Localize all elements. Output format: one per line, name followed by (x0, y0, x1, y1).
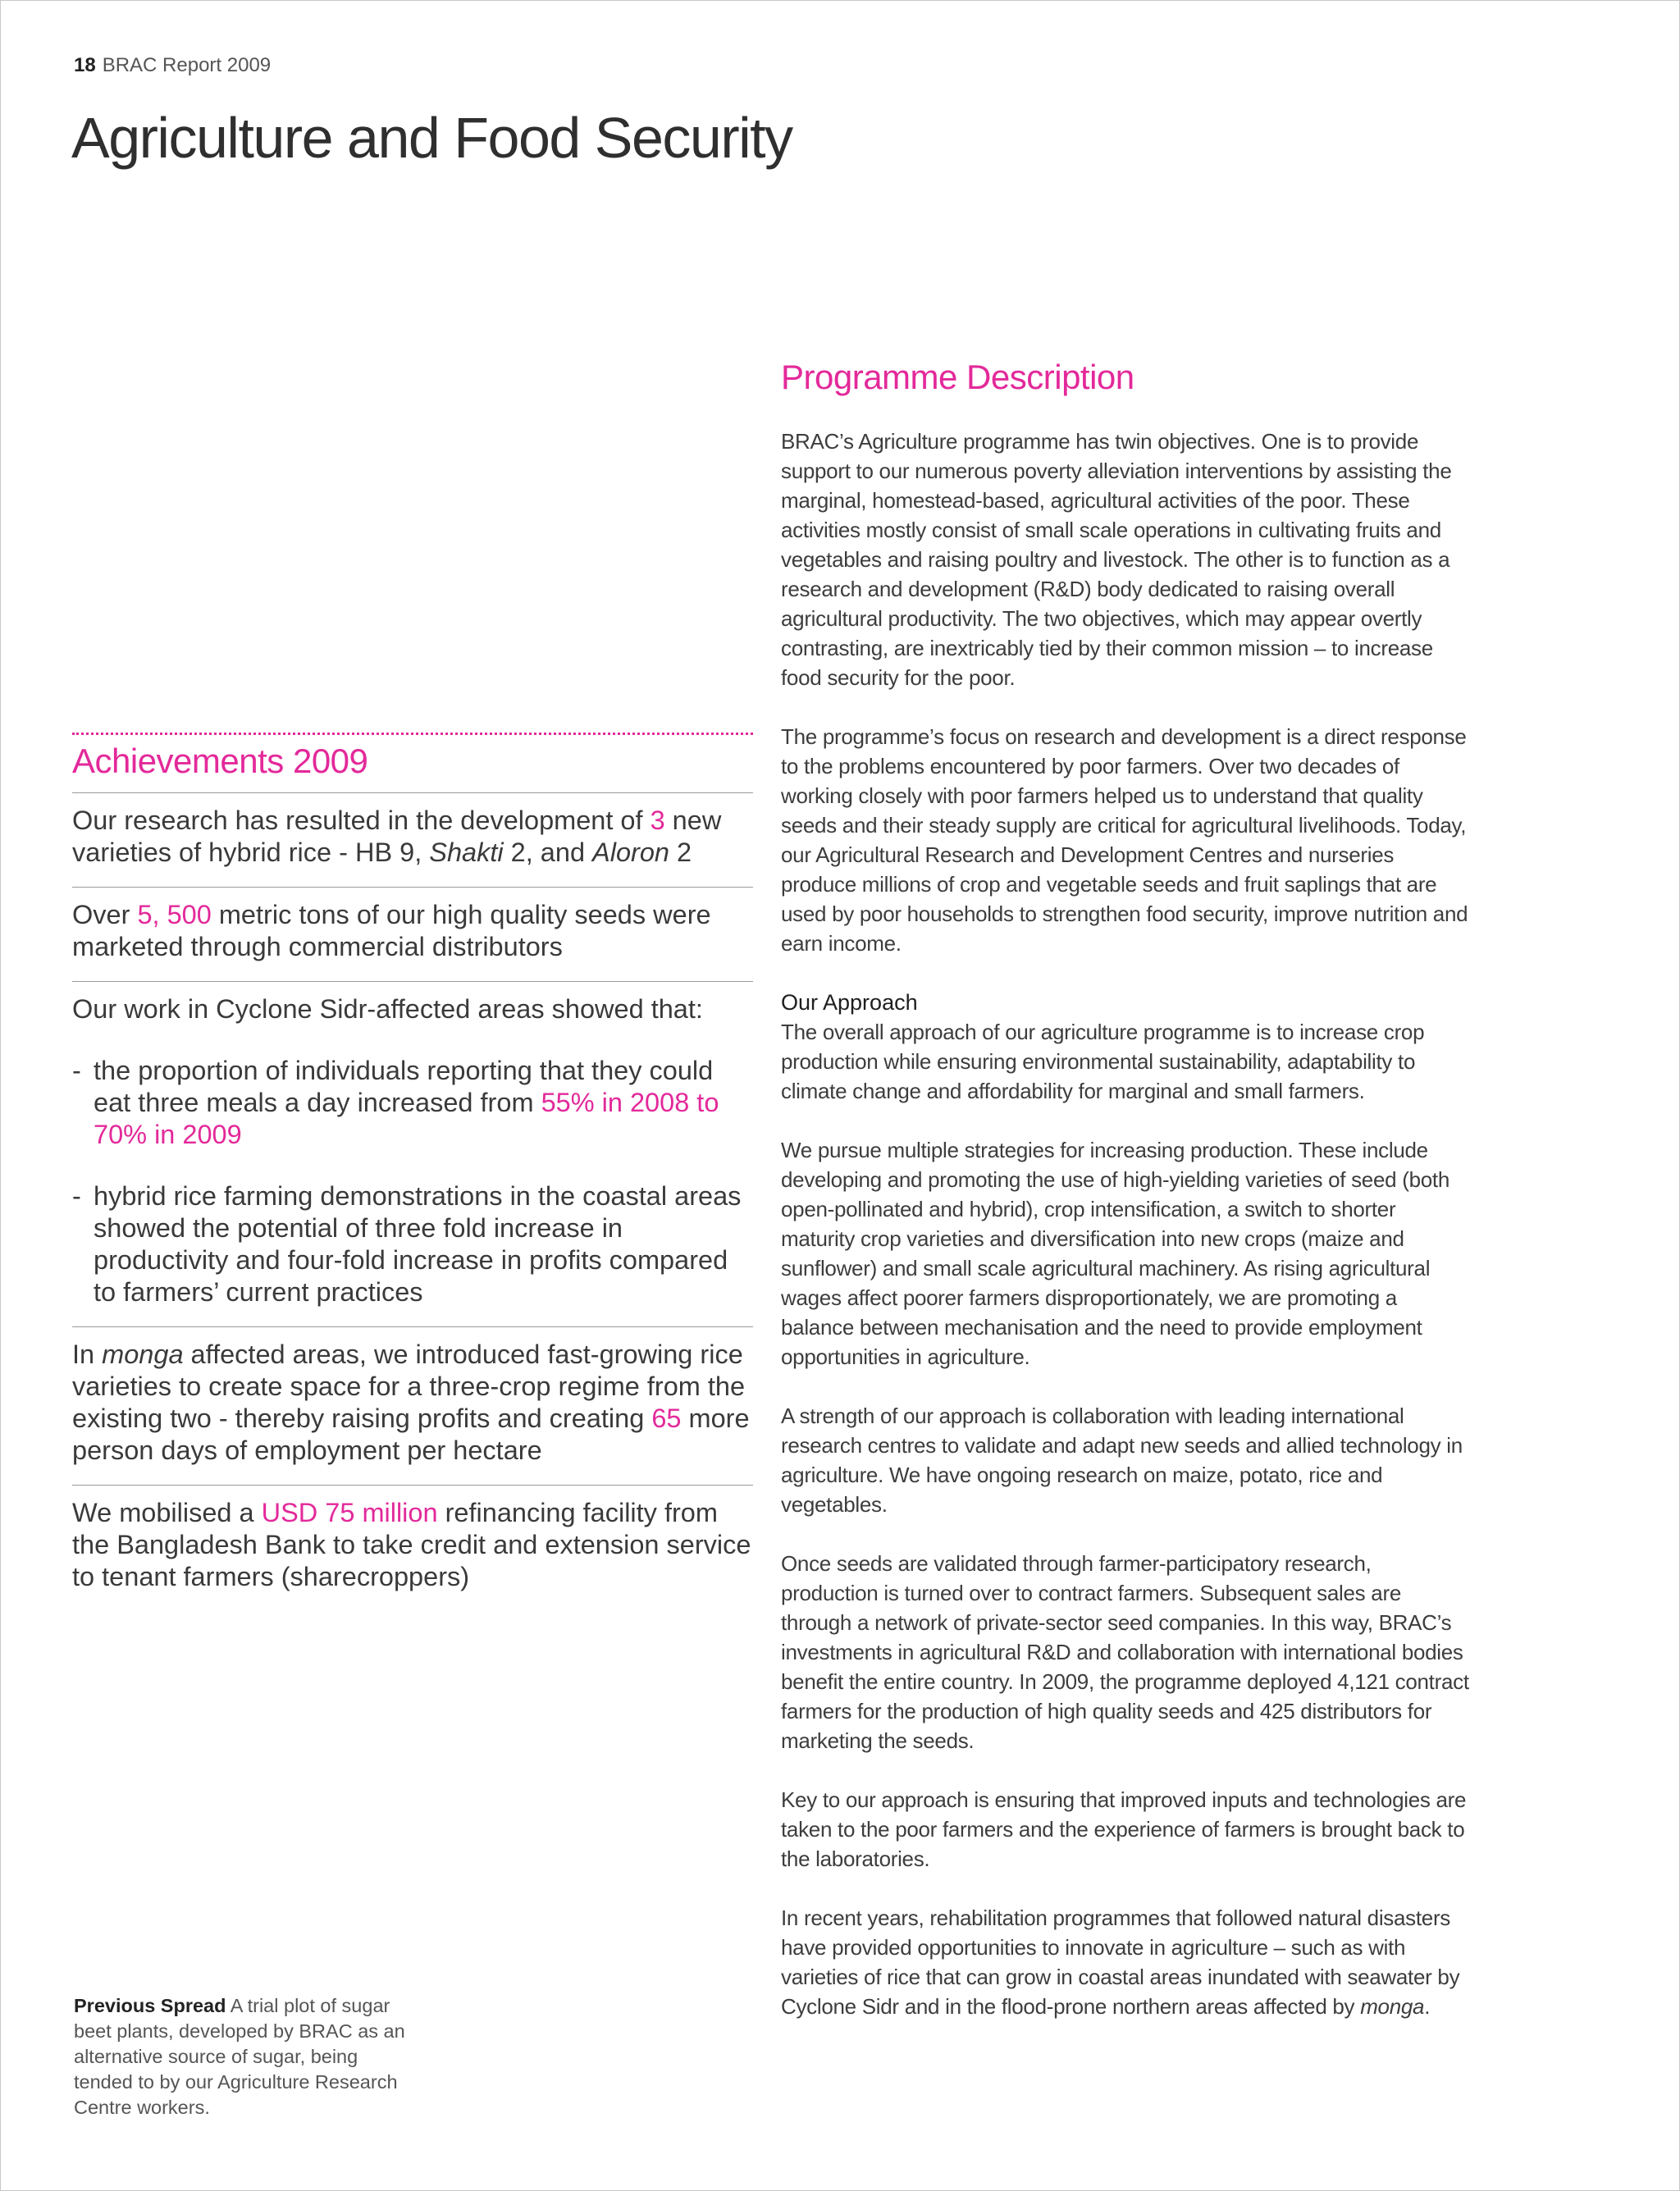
achievements-heading: Achievements 2009 (72, 742, 368, 780)
paragraph: We pursue multiple strategies for increasing production. These include developing and promoting the use of high-yielding varieties of seed (both open-pollinated and hybrid), crop intensification, a switch to shorter maturity crop varieties and diversification into new crops (maize and sunflower) and small scale agricultural machinery. As rising agricultural wages affect poorer farmers disproportionately, we are promoting a balance between mechanisation and the need to provide employment opportunities in agriculture. (781, 1138, 1449, 1369)
highlight-number: 5, 500 (137, 900, 212, 929)
paragraph: In recent years, rehabilitation programmes that followed natural disasters have provided opportunities to innovate in agriculture – such as with varieties of rice that can grow in coastal areas inundated with seawater by Cyclone Sidr and in the flood-prone northern areas affected by monga. (781, 1906, 1460, 2019)
dash-marker: - (72, 1056, 81, 1085)
paragraph: Once seeds are validated through farmer-participatory research, production is turned over to contract farmers. Subsequent sales are through a network of private-sector seed companies. In this way, BRAC’s investments in agricultural R&D and collaboration with international bodies benefit the entire country. In 2009, the programme deployed 4,121 contract farmers for the production of high quality seeds and 425 distributors for marketing the seeds. (781, 1551, 1469, 1753)
achievement-item (72, 792, 753, 887)
bullet-text: hybrid rice farming demonstrations in the coastal areas showed the potential of three fold increase in productivity and four-fold increase in profits compared to farmers’ current practices (94, 1181, 742, 1307)
highlight-number: 3 (650, 806, 665, 835)
bullet-item (72, 1055, 753, 1151)
paragraph: A strength of our approach is collaboration with leading international research centres to validate and adapt new seeds and allied technology in agriculture. We have ongoing research on maize, potato, rice and vegetables. (781, 1404, 1463, 1517)
programme-description (781, 358, 1470, 2051)
section-heading: Programme Description (781, 358, 1134, 396)
report-name: BRAC Report 2009 (102, 54, 272, 76)
achievement-text: In monga affected areas, we introduced fast-growing rice varieties to create space for a three-crop regime from the existing two - thereby raising profits and creating 65 more person days of employment per hectare (72, 1340, 750, 1465)
achievement-item (72, 1485, 753, 1611)
achievement-text: Over 5, 500 metric tons of our high quality seeds were marketed through commercial distributors (72, 900, 711, 961)
caption-label: Previous Spread (74, 1995, 226, 2016)
page-title: Agriculture and Food Security (71, 106, 792, 170)
paragraph: BRAC’s Agriculture programme has twin objectives. One is to provide support to our numerous poverty alleviation interventions by assisting the marginal, homestead-based, agricultural activities of the poor. These activities mostly consist of small scale operations in cultivating fruits and vegetables and raising poultry and livestock. The other is to function as a research and development (R&D) body dedicated to raising overall agricultural productivity. The two objectives, which may appear overtly contrasting, are inextricably tied by their common mission – to increase food security for the poor. (781, 429, 1452, 690)
paragraph: The programme’s focus on research and development is a direct response to the problems encountered by poor farmers. Over two decades of working closely with poor farmers helped us to understand that quality seeds and their steady supply are critical for agricultural livelihoods. Today, our Agricultural Research and Development Centres and nurseries produce millions of crop and vegetable seeds and fruit saplings that are used by poor households to strengthen food security, improve nutrition and earn income. (781, 724, 1468, 956)
bullet-item (72, 1180, 753, 1308)
achievements-panel (72, 733, 753, 1611)
achievement-item (72, 887, 753, 981)
running-header (74, 54, 271, 77)
highlight-number: 55% in 2008 to 70% in 2009 (94, 1088, 719, 1149)
dash-marker: - (72, 1181, 81, 1211)
highlight-number: USD 75 million (261, 1498, 438, 1527)
subheading-our-approach: Our Approach (781, 990, 918, 1015)
achievement-text: We mobilised a USD 75 million refinancing facility from the Bangladesh Bank to take credit and extension service to tenant farmers (sharecroppers) (72, 1498, 751, 1591)
highlight-number: 65 (651, 1404, 682, 1433)
caption-text: A trial plot of sugar beet plants, developed by BRAC as an alternative source of sugar, being tended to by our Agriculture Research Centre workers. (74, 1995, 405, 2118)
achievement-item (72, 981, 753, 1326)
dotted-divider (72, 733, 753, 735)
achievement-text: Our research has resulted in the development of 3 new varieties of hybrid rice - HB 9, Shakti 2, and Aloron 2 (72, 806, 722, 867)
achievement-intro: Our work in Cyclone Sidr-affected areas showed that: (72, 994, 703, 1024)
photo-caption (74, 1993, 418, 2120)
page-number: 18 (74, 54, 96, 76)
paragraph: The overall approach of our agriculture programme is to increase crop production while ensuring environmental sustainability, adaptability to climate change and affordability for marginal and small farmers. (781, 1020, 1425, 1103)
achievement-item (72, 1326, 753, 1485)
paragraph: Key to our approach is ensuring that improved inputs and technologies are taken to the poor farmers and the experience of farmers is brought back to the laboratories. (781, 1787, 1467, 1871)
bullet-text: the proportion of individuals reporting that they could eat three meals a day increased from 55% in 2008 to 70% in 2009 (94, 1056, 719, 1149)
